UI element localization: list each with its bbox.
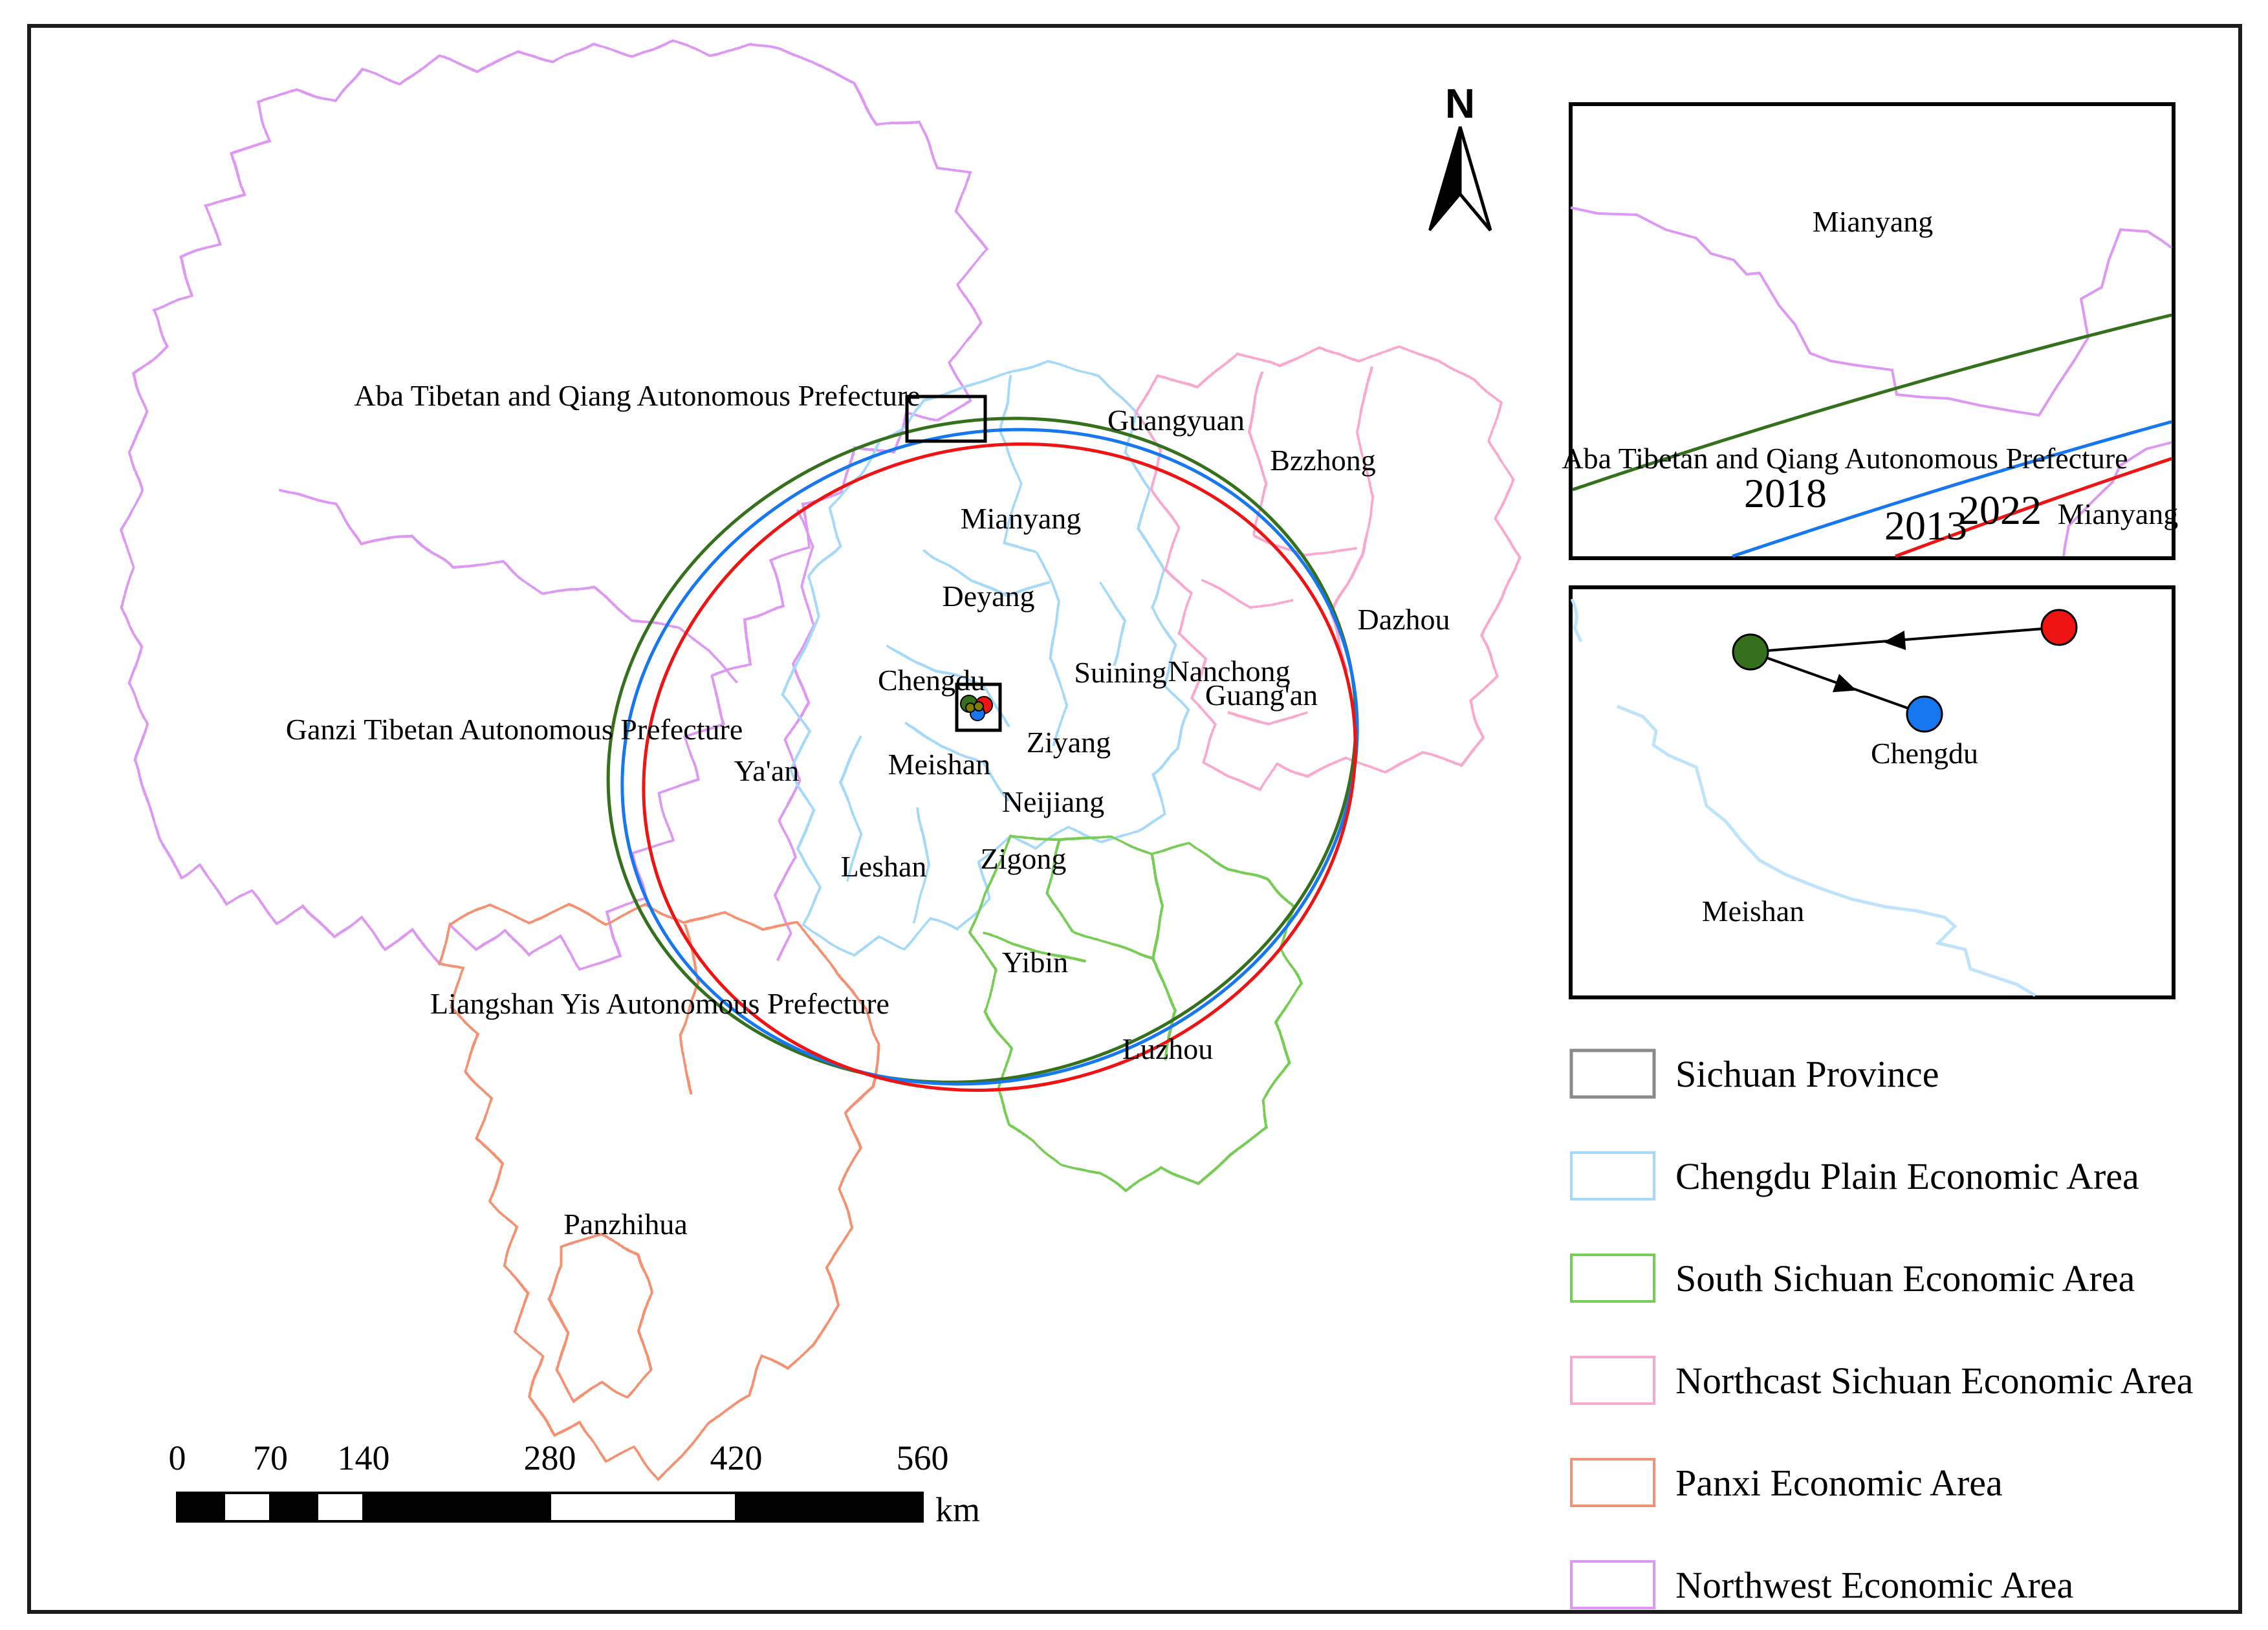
- scale-tick-70: 70: [253, 1439, 288, 1477]
- label-liangshan: Liangshan Yis Autonomous Prefecture: [430, 987, 889, 1020]
- centroid-olive-dot: [974, 702, 983, 711]
- label-nanchong: Nanchong: [1168, 655, 1291, 688]
- scale-tick-280: 280: [523, 1439, 576, 1477]
- legend-swatch-northeast-sichuan: [1571, 1357, 1654, 1404]
- centroid-dot-2018: [1733, 635, 1768, 669]
- label-ganzi: Ganzi Tibetan Autonomous Prefecture: [285, 713, 743, 746]
- scale-bar: [169, 1439, 981, 1529]
- inset-label-2018: 2018: [1744, 470, 1827, 516]
- north-label: N: [1445, 80, 1476, 127]
- main-map-boundaries: [122, 41, 1520, 1480]
- north-arrow-right-half: [1460, 127, 1490, 230]
- label-yaan: Ya'an: [734, 754, 800, 787]
- inset-centroids-frame: [1571, 587, 2174, 997]
- scale-unit: km: [935, 1490, 981, 1529]
- label-leshan: Leshan: [840, 850, 927, 883]
- inset-detail: [1562, 104, 2178, 558]
- label-mianyang: Mianyang: [960, 502, 1082, 535]
- inset-label-aba: Aba Tibetan and Qiang Autonomous Prefecture: [1562, 442, 2128, 475]
- inset-label-2022: 2022: [1959, 487, 2042, 533]
- legend-item-chengdu-plain: [1571, 1153, 2139, 1199]
- scale-tick-560: 560: [896, 1439, 949, 1477]
- inset-label-chengdu: Chengdu: [1870, 737, 1979, 770]
- label-aba: Aba Tibetan and Qiang Autonomous Prefecture: [354, 379, 921, 412]
- north-arrow: [1430, 80, 1490, 230]
- legend-label-northwest: Northwest Economic Area: [1675, 1564, 2074, 1606]
- legend-item-northeast-sichuan: [1571, 1357, 2193, 1404]
- centroid-dot-2013: [1907, 697, 1942, 732]
- label-dazhou: Dazhou: [1357, 603, 1450, 636]
- label-deyang: Deyang: [942, 580, 1035, 613]
- label-chengdu: Chengdu: [877, 664, 986, 697]
- scale-tick-140: 140: [337, 1439, 390, 1477]
- main-map-labels: [286, 379, 1450, 1241]
- label-suining: Suining: [1074, 656, 1167, 689]
- label-guangyuan: Guangyuan: [1107, 404, 1245, 437]
- label-neijiang: Neijiang: [1001, 785, 1105, 818]
- inset-label-mianyang-right: Mianyang: [2057, 497, 2179, 530]
- legend-label-sichuan-province: Sichuan Province: [1675, 1053, 1939, 1095]
- label-yibin: Yibin: [1001, 946, 1069, 979]
- scale-tick-0: 0: [168, 1439, 186, 1477]
- label-ziyang: Ziyang: [1026, 726, 1111, 759]
- legend: [1571, 1050, 2193, 1608]
- legend-swatch-sichuan-province: [1571, 1050, 1654, 1097]
- centroid-cluster: [961, 695, 992, 721]
- label-luzhou: Luzhou: [1122, 1032, 1214, 1065]
- legend-item-panxi: [1571, 1459, 2003, 1506]
- inset-centroids: [1571, 587, 2174, 997]
- label-panzhihua: Panzhihua: [563, 1208, 688, 1241]
- label-meishan: Meishan: [888, 748, 991, 781]
- legend-item-south-sichuan: [1571, 1255, 2135, 1301]
- legend-label-south-sichuan: South Sichuan Economic Area: [1675, 1257, 2135, 1299]
- legend-label-chengdu-plain: Chengdu Plain Economic Area: [1675, 1155, 2139, 1197]
- legend-swatch-south-sichuan: [1571, 1255, 1654, 1301]
- legend-label-northeast-sichuan: Northcast Sichuan Economic Area: [1675, 1360, 2194, 1402]
- scale-bar-segments: [177, 1493, 922, 1521]
- region-south: [972, 836, 1302, 1190]
- legend-swatch-chengdu-plain: [1571, 1153, 1654, 1199]
- north-arrow-left-half: [1430, 127, 1460, 230]
- legend-swatch-northwest: [1571, 1561, 1654, 1608]
- inset-label-2013: 2013: [1884, 503, 1967, 549]
- label-guangan: Guang'an: [1205, 679, 1318, 712]
- label-zigong: Zigong: [980, 842, 1067, 875]
- legend-item-sichuan-province: [1571, 1050, 1939, 1097]
- legend-label-panxi: Panxi Economic Area: [1675, 1462, 2003, 1504]
- legend-item-northwest: [1571, 1561, 2073, 1608]
- centroid-dot-2022: [2042, 610, 2077, 645]
- centroid-olive-dot: [966, 703, 975, 712]
- label-bzzhong: Bzzhong: [1270, 444, 1376, 477]
- inset-label-meishan: Meishan: [1701, 895, 1805, 928]
- inset-label-mianyang-top: Mianyang: [1812, 205, 1934, 238]
- legend-swatch-panxi: [1571, 1459, 1654, 1506]
- scale-tick-420: 420: [710, 1439, 763, 1477]
